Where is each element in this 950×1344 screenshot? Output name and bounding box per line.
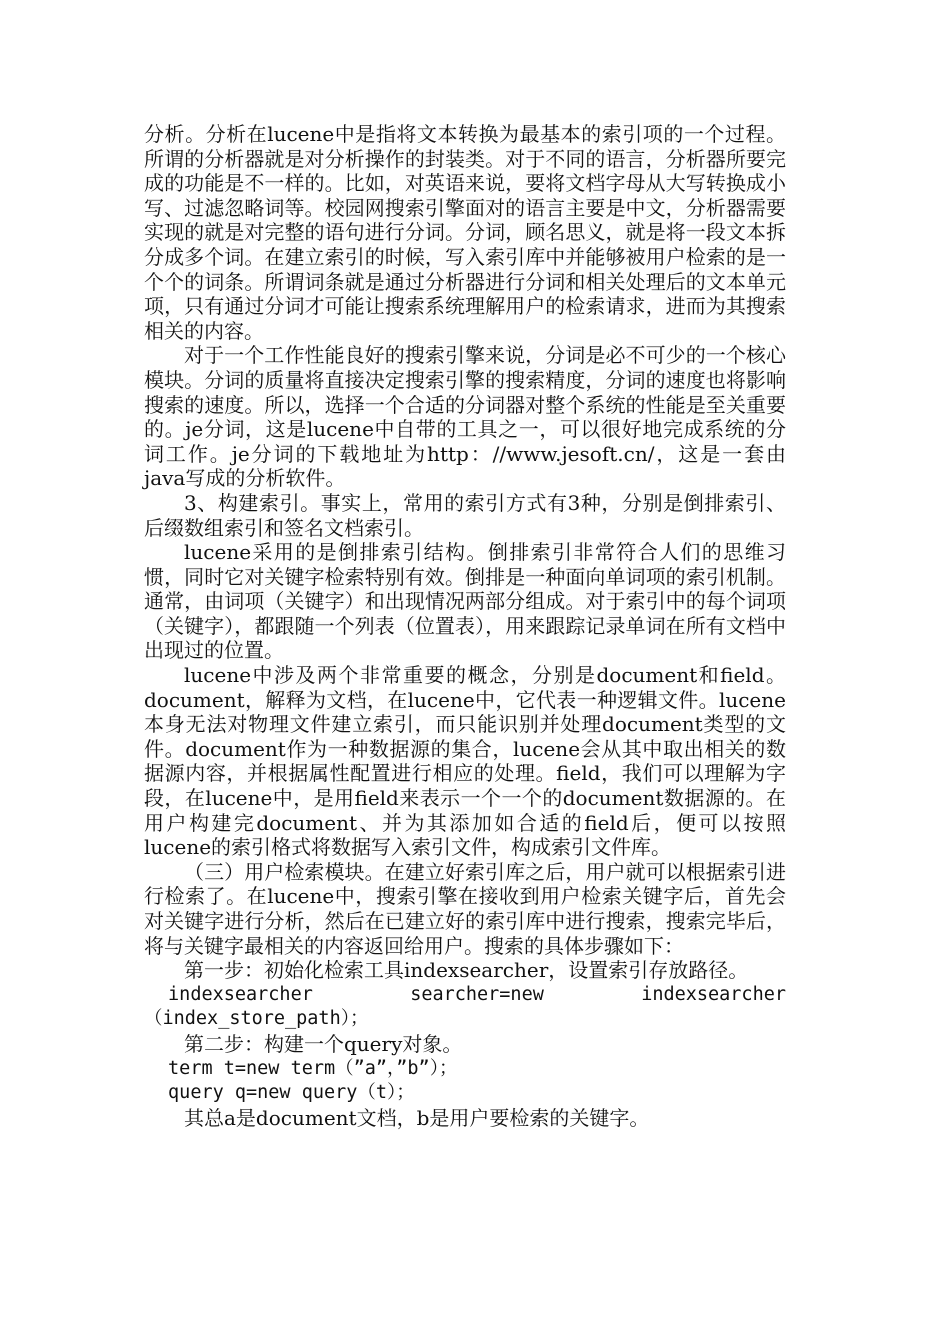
paragraph-document-field: lucene中涉及两个非常重要的概念，分别是document和field。document，解释为文档，在lucene中，它代表一种逻辑文件。lucene本身无法对物理文件建立索引，而只能识别并处理document类型的文件。document作为一种数据源的集合，lucene会从其中取出相关的数据源内容，并根据属性配置进行相应的处理。field，我们可以理解为字段，在lucene中，是用field来表示一个一个的document数据源的。在用户构建完document、并为其添加如合适的field后，便可以按照lucene的索引格式将数据写入索引文件，构成索引文件库。 [144, 663, 786, 860]
code-indexsearcher: indexsearcher searcher=new indexsearcher（index_store_path）； [144, 983, 786, 1030]
paragraph-explanation: 其总a是document文档，b是用户要检索的关键字。 [184, 1105, 650, 1130]
paragraph-build-index: 3、构建索引。事实上，常用的索引方式有3种，分别是倒排索引、后缀数组索引和签名文档索引。 [144, 490, 786, 540]
paragraph-user-search-module: （三）用户检索模块。在建立好索引库之后，用户就可以根据索引进行检索了。在lucene中，搜索引擎在接收到用户检索关键字后，首先会对关键字进行分析，然后在已建立好的索引库中进行搜索，搜索完毕后，将与关键字最相关的内容返回给用户。搜索的具体步骤如下： [144, 859, 786, 958]
paragraph-inverted-index: lucene采用的是倒排索引结构。倒排索引非常符合人们的思维习惯，同时它对关键字检索特别有效。倒排是一种面向单词项的索引机制。通常，由词项（关键字）和出现情况两部分组成。对于索引中的每个词项（关键字），都跟随一个列表（位置表），用来跟踪记录单词在所有文档中出现过的位置。 [144, 540, 786, 663]
paragraph-step-one: 第一步：初始化检索工具indexsearcher，设置索引存放路径。 [184, 958, 749, 983]
paragraph-step-two: 第二步：构建一个query对象。 [184, 1031, 463, 1056]
document-body [144, 122, 786, 1130]
code-query: query q=new query（t）； [168, 1082, 415, 1104]
code-term: term t=new term（”a”，”b”）； [168, 1057, 458, 1079]
paragraph-analysis: 分析。分析在lucene中是指将文本转换为最基本的索引项的一个过程。所谓的分析器就是对分析操作的封装类。对于不同的语言，分析器所要完成的功能是不一样的。比如，对英语来说，要将文档字母从大写转换成小写、过滤忽略词等。校园网搜索引擎面对的语言主要是中文，分析器需要实现的就是对完整的语句进行分词。分词，顾名思义，就是将一段文本拆分成多个词。在建立索引的时候，写入索引库中并能够被用户检索的是一个个的词条。所谓词条就是通过分析器进行分词和相关处理后的文本单元项，只有通过分词才可能让搜索系统理解用户的检索请求，进而为其搜索相关的内容。 [144, 122, 786, 343]
paragraph-word-segmentation: 对于一个工作性能良好的搜索引擎来说，分词是必不可少的一个核心模块。分词的质量将直接决定搜索引擎的搜索精度，分词的速度也将影响搜索的速度。所以，选择一个合适的分词器对整个系统的性能是至关重要的。je分词，这是lucene中自带的工具之一，可以很好地完成系统的分词工作。je分词的下载地址为http：//www.jesoft.cn/，这是一套由java写成的分析软件。 [144, 343, 786, 491]
